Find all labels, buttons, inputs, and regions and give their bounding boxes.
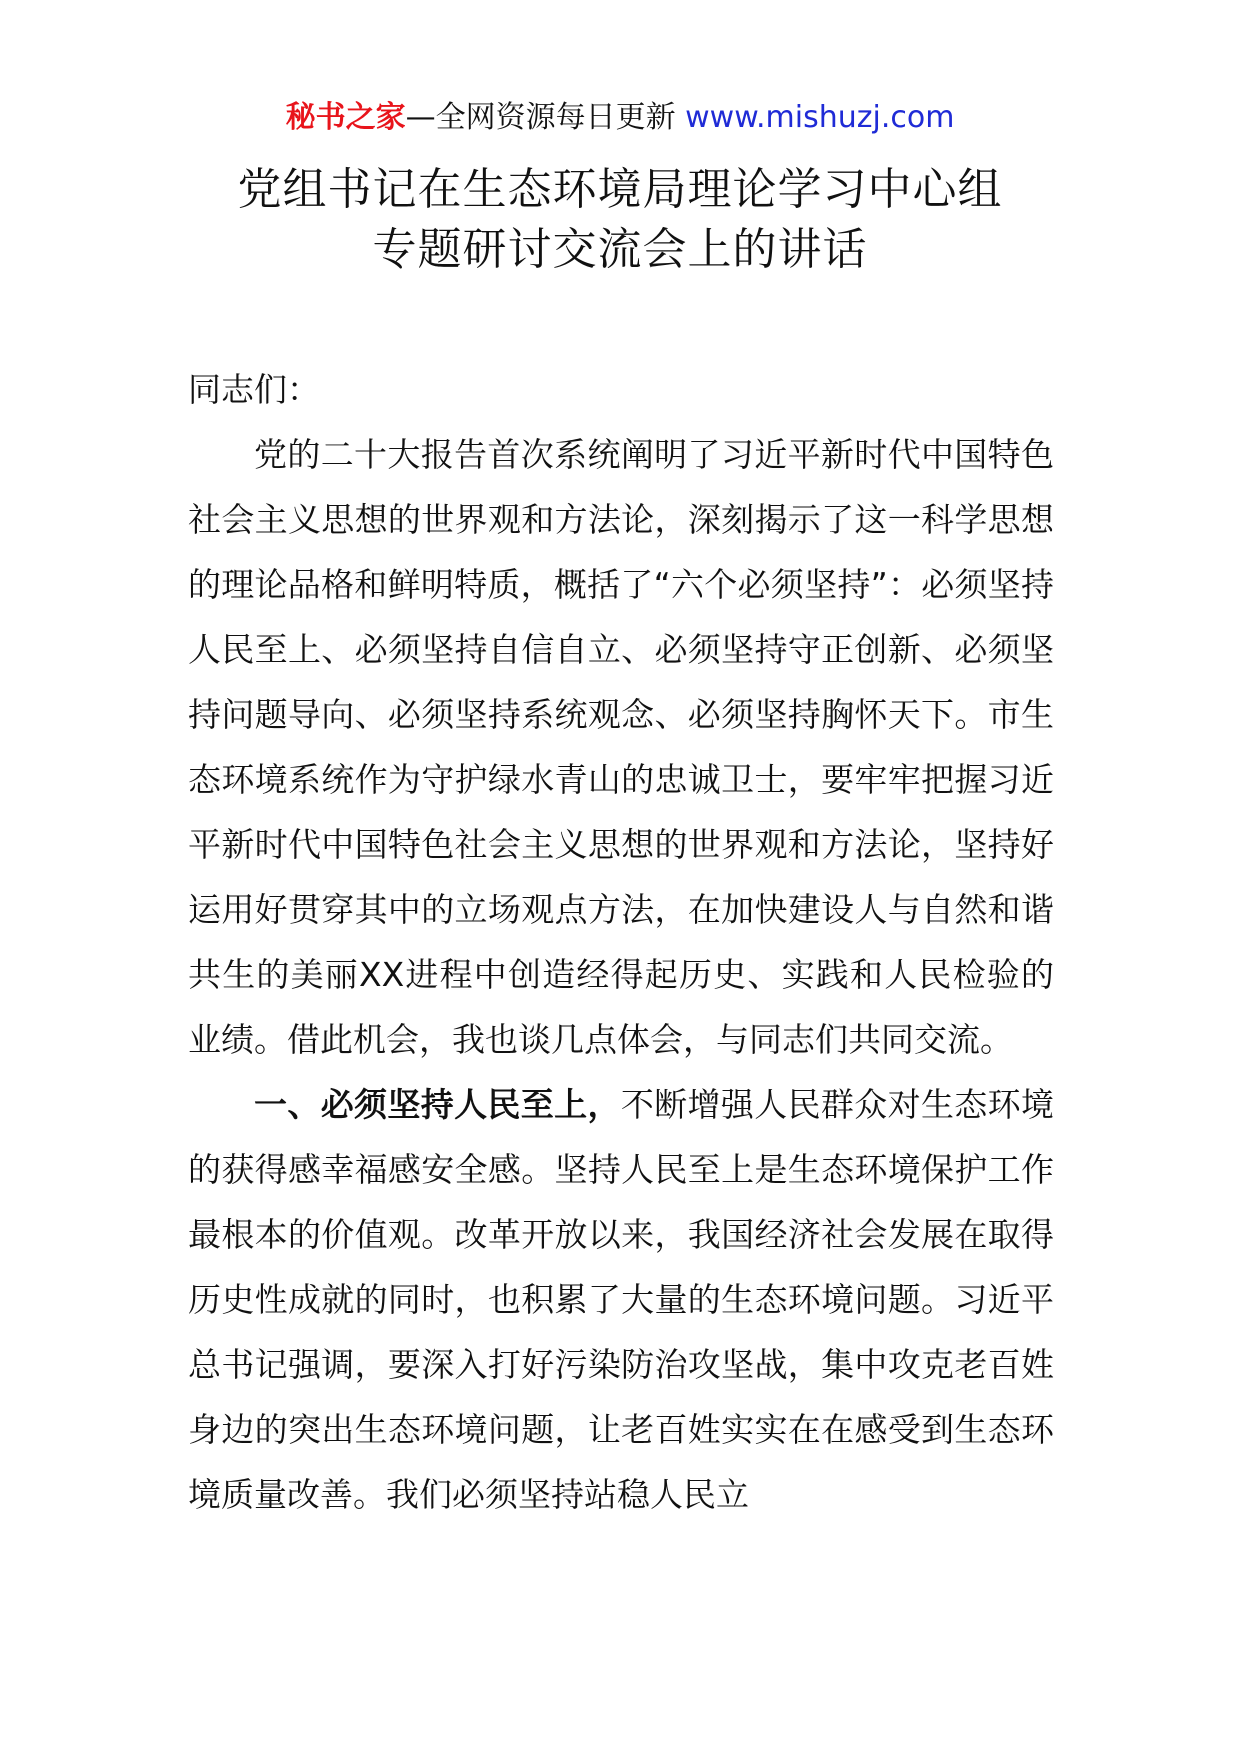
paragraph-section-1 [188,1072,1054,1527]
section-1-heading: 一、必须坚持人民至上， [254,1085,621,1124]
site-header [0,98,1240,138]
header-tagline: —全网资源每日更新 [405,100,686,135]
paragraph-intro-text: 党的二十大报告首次系统阐明了习近平新时代中国特色社会主义思想的世界观和方法论，深刻揭示了这一科学思想的理论品格和鲜明特质，概括了“六个必须坚持”：必须坚持人民至上、必须坚持自信自立、必须坚持守正创新、必须坚持问题导向、必须坚持系统观念、必须坚持胸怀天下。市生态环境系统作为守护绿水青山的忠诚卫士，要牢牢把握习近平新时代中国特色社会主义思想的世界观和方法论，坚持好运用好贯穿其中的立场观点方法，在加快建设人与自然和谐共生的美丽XX进程中创造经得起历史、实践和人民检验的业绩。借此机会，我也谈几点体会，与同志们共同交流。 [188,435,1054,1059]
salutation: 同志们： [188,370,320,409]
title-line-2: 专题研讨交流会上的讲话 [372,224,868,275]
title-line-1: 党组书记在生态环境局理论学习中心组 [237,164,1003,215]
paragraph-intro [188,422,1054,1072]
document-title [0,160,1240,280]
document-body [188,357,1054,1527]
section-1-text: 不断增强人民群众对生态环境的获得感幸福感安全感。坚持人民至上是生态环境保护工作最根本的价值观。改革开放以来，我国经济社会发展在取得历史性成就的同时，也积累了大量的生态环境问题。习近平总书记强调，要深入打好污染防治攻坚战，集中攻克老百姓身边的突出生态环境问题，让老百姓实实在在感受到生态环境质量改善。我们必须坚持站稳人民立 [188,1085,1055,1514]
brand-name: 秘书之家 [285,100,406,135]
site-url-link[interactable]: www.mishuzj.com [685,100,955,135]
